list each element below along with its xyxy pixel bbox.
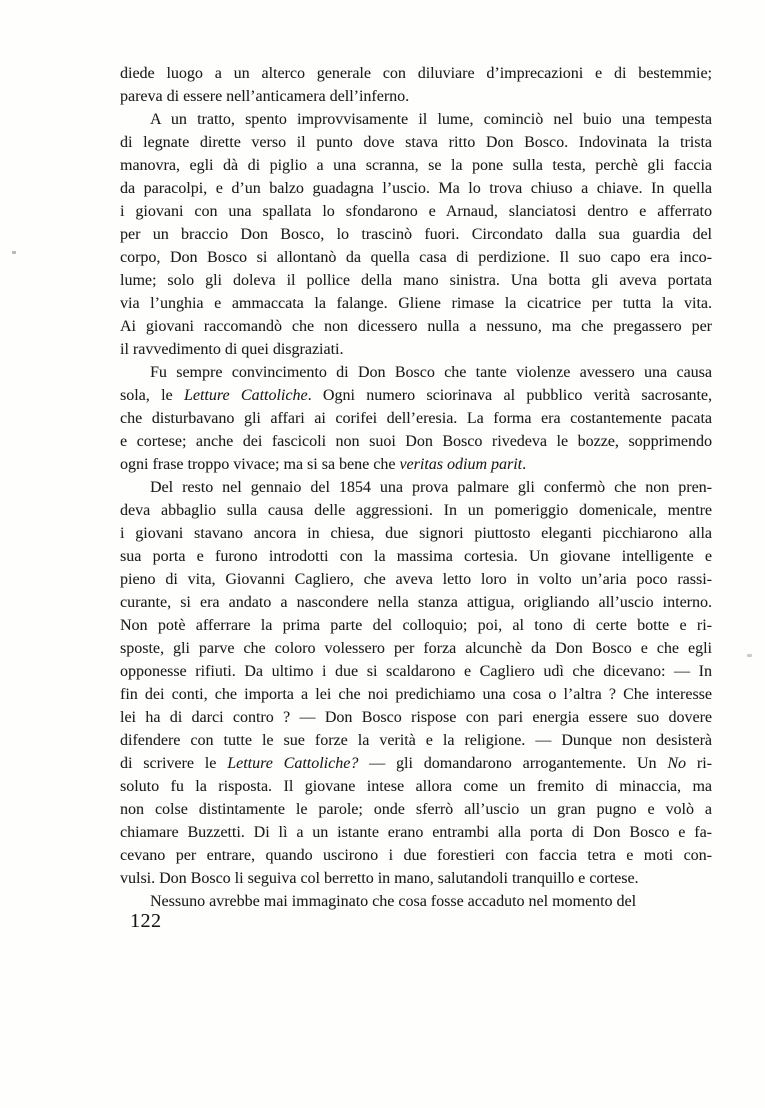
text-line xyxy=(120,453,712,476)
text-line: di legnate dirette verso il punto dove stava ritto Don Bosco. Indovinata la trista xyxy=(120,134,712,151)
text-line xyxy=(120,384,712,407)
text-segment: . Ogni numero sciorinava al pubblico verità sacrosante, xyxy=(307,387,713,404)
text-line: opponesse rifiuti. Da ultimo i due si scaldarono e Cagliero udì che dicevano: — In xyxy=(120,663,712,680)
italic-text: No xyxy=(667,755,687,772)
paragraph xyxy=(120,361,712,476)
text-segment: . xyxy=(522,456,527,473)
text-segment: — gli domandarono arrogantemente. Un xyxy=(358,755,668,772)
text-line: chiamare Buzzetti. Di lì a un istante erano entrambi alla porta di Don Bosco e fa- xyxy=(120,824,712,841)
text-line: lume; solo gli doleva il pollice della mano sinistra. Una botta gli aveva portata xyxy=(120,272,712,289)
text-line: non colse distintamente le parole; onde sferrò all’uscio un gran pugno e volò a xyxy=(120,801,712,818)
text-line: diede luogo a un alterco generale con diluviare d’imprecazioni e di bestemmie; xyxy=(120,65,712,82)
text-segment: di scrivere le xyxy=(120,755,228,772)
scan-speck xyxy=(12,251,16,254)
paragraph xyxy=(120,108,712,361)
text-line: sposte, gli parve che coloro volessero per forza alcunchè da Don Bosco e che egli xyxy=(120,640,712,657)
text-line xyxy=(120,752,712,775)
text-line: sua porta e furono introdotti con la massima cortesia. Un giovane intelligente e xyxy=(120,548,712,565)
text-line: Nessuno avrebbe mai immaginato che cosa fosse accaduto nel momento del xyxy=(150,893,637,910)
text-line: i giovani con una spallata lo sfondarono e Arnaud, slanciatosi dentro e afferrato xyxy=(120,203,712,220)
text-line: Ai giovani raccomandò che non dicessero nulla a nessuno, ma che pregassero per xyxy=(120,318,712,335)
text-line: soluto fu la risposta. Il giovane intese allora come un fremito di minaccia, ma xyxy=(120,778,712,795)
text-line: pieno di vita, Giovanni Cagliero, che aveva letto loro in volto un’aria poco rassi- xyxy=(120,571,712,588)
text-line: curante, si era andato a nascondere nella stanza attigua, origliando all’uscio interno. xyxy=(120,594,712,611)
text-line: per un braccio Don Bosco, lo trascinò fuori. Circondato dalla sua guardia del xyxy=(120,226,712,243)
paragraph xyxy=(120,890,712,913)
text-line: pareva di essere nell’anticamera dell’inferno. xyxy=(120,88,410,105)
text-line: Del resto nel gennaio del 1854 una prova palmare gli confermò che non pren- xyxy=(150,479,712,496)
text-line: manovra, egli dà di piglio a una scranna, se la pone sulla testa, perchè gli faccia xyxy=(120,157,712,174)
text-line: vulsi. Don Bosco li seguiva col berretto in mano, salutandoli tranquillo e cortese. xyxy=(120,870,639,887)
text-line: difendere con tutte le sue forze la verità e la religione. — Dunque non desisterà xyxy=(120,732,712,749)
text-line: via l’unghia e ammaccata la falange. Gliene rimase la cicatrice per tutta la vita. xyxy=(120,295,712,312)
text-line: corpo, Don Bosco si allontanò da quella casa di perdizione. Il suo capo era inco- xyxy=(120,249,712,266)
italic-text: veritas odium parit xyxy=(399,456,523,473)
paragraph xyxy=(120,62,712,108)
text-line: fin dei conti, che importa a lei che noi predichiamo una cosa o l’altra ? Che interesse xyxy=(120,686,712,703)
text-line: i giovani stavano ancora in chiesa, due signori piuttosto eleganti picchiarono alla xyxy=(120,525,712,542)
text-segment: sola, le xyxy=(120,387,184,404)
text-line: cevano per entrare, quando uscirono i due forestieri con faccia tetra e moti con- xyxy=(120,847,712,864)
page-text xyxy=(120,62,712,913)
paragraph xyxy=(120,476,712,890)
italic-text: Letture Cattoliche xyxy=(183,387,308,404)
text-segment: ri- xyxy=(686,755,713,772)
page-number: 122 xyxy=(130,910,162,932)
text-line: e cortese; anche dei fascicoli non suoi Don Bosco rivedeva le bozze, sopprimendo xyxy=(120,433,712,450)
text-line: Non potè afferrare la prima parte del colloquio; poi, al tono di certe botte e ri- xyxy=(120,617,712,634)
text-segment: ogni frase troppo vivace; ma si sa bene che xyxy=(120,456,400,473)
scan-speck xyxy=(747,654,752,657)
text-line: A un tratto, spento improvvisamente il lume, cominciò nel buio una tempesta xyxy=(150,111,712,128)
text-line: lei ha di darci contro ? — Don Bosco rispose con pari energia essere suo dovere xyxy=(120,709,712,726)
italic-text: Letture Cattoliche? xyxy=(227,755,359,772)
text-line: che disturbavano gli affari ai corifei dell’eresia. La forma era costantemente pacata xyxy=(120,410,712,427)
text-line: Fu sempre convincimento di Don Bosco che tante violenze avessero una causa xyxy=(150,364,712,381)
text-line: da paracolpi, e d’un balzo guadagna l’uscio. Ma lo trova chiuso a chiave. In quella xyxy=(120,180,712,197)
text-line: deva abbaglio sulla causa delle aggressioni. In un pomeriggio domenicale, mentre xyxy=(120,502,712,519)
text-line: il ravvedimento di quei disgraziati. xyxy=(120,341,344,358)
